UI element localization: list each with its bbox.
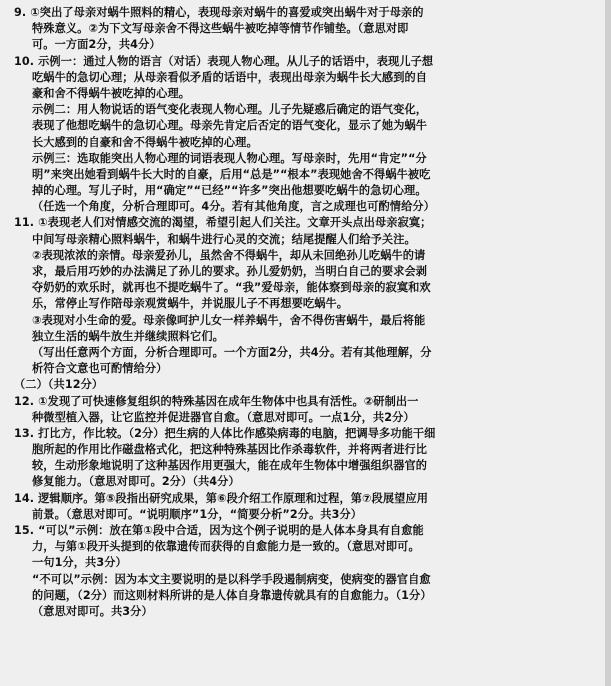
answer-line: ③表现对小生命的爱。母亲像呵护儿女一样养蜗牛，舍不得伤害蜗牛，最后将能 bbox=[32, 313, 426, 327]
answer-line: 中间写母亲精心照料蜗牛，和蜗牛进行心灵的交流；结尾提醒人们给予关注。 bbox=[32, 232, 416, 246]
answer-line: 独立生活的蜗牛放生并继续照料它们。 bbox=[32, 329, 224, 343]
answer-line: （任选一个角度，分析合理即可。4分。若有其他角度，言之成理也可酌情给分） bbox=[32, 200, 435, 214]
answer-line: “不可以”示例：因为本文主要说明的是以科学手段遏制病变，使病变的器官自愈 bbox=[32, 572, 431, 586]
answer-line: 11. ①表现老人们对情感交流的渴望，希望引起人们关注。文章开头点出母亲寂寞； bbox=[14, 216, 432, 230]
answer-line: 乐，常停止写作陪母亲观赏蜗牛，并说服儿子不再想要吃蜗牛。 bbox=[32, 297, 349, 311]
answer-line: 修复能力。（意思对即可。2分）（共4分） bbox=[32, 475, 240, 489]
page-edge-shadow bbox=[605, 0, 611, 686]
answer-line: 14. 逻辑顺序。第⑤段指出研究成果，第⑥段介绍工作原理和过程，第⑦段展望应用 bbox=[14, 491, 429, 505]
answer-line: （二）（共12分） bbox=[14, 378, 104, 392]
answer-line: 15. “可以”示例：放在第①段中合适，因为这个例子说明的是人体本身具有自愈能 bbox=[14, 524, 424, 537]
answer-line: 特殊意义。②为下文写母亲舍不得这些蜗牛被吃掉等情节作铺垫。（意思对即 bbox=[32, 22, 409, 36]
answer-line: 胞所起的作用比作磁盘格式化，把这种特殊基因比作杀毒软件，并将两者进行比 bbox=[32, 443, 428, 457]
answer-line: 表现了他想吃蜗牛的急切心理。母亲先肯定后否定的语气变化，显示了她为蜗牛 bbox=[32, 119, 428, 133]
answer-line: 种微型植入器，让它监控并促进器官自愈。（意思对即可。一点1分，共2分） bbox=[32, 410, 415, 424]
answer-line: 夺奶奶的欢乐时，就再也不提吃蜗牛了。“我”爱母亲，能体察到母亲的寂寞和欢 bbox=[32, 281, 431, 295]
answer-line: 一句1分，共3分） bbox=[32, 556, 127, 570]
answer-text bbox=[14, 5, 592, 620]
answer-line: 掉的心理。写儿子时，用“确定”“已经”“许多”突出他想要吃蜗牛的急切心理。 bbox=[32, 184, 427, 198]
answer-line: 13. 打比方，作比较。（2分）把生病的人体比作感染病毒的电脑，把调导多功能干细 bbox=[14, 426, 436, 440]
answer-line: 可。一方面2分，共4分） bbox=[32, 38, 161, 52]
answer-line: （意思对即可。共3分） bbox=[32, 604, 153, 618]
answer-line: 示例三：选取能突出人物心理的词语表现人物心理。写母亲时，先用“肯定”“分 bbox=[32, 151, 427, 165]
answer-line: ②表现浓浓的亲情。母亲爱孙儿，虽然舍不得蜗牛，却从未回绝孙儿吃蜗牛的请 bbox=[32, 248, 426, 262]
answer-line: 长大感到的自豪和舍不得蜗牛被吃掉的心理。 bbox=[32, 135, 258, 149]
answer-line: 吃蜗牛的急切心理；从母亲看似矛盾的话语中，表现出母亲为蜗牛长大感到的自 bbox=[32, 70, 428, 84]
answer-line: （写出任意两个方面，分析合理即可。一个方面2分，共4分。若有其他理解，分 bbox=[32, 345, 432, 359]
answer-line: 豪和舍不得蜗牛被吃掉的心理。 bbox=[32, 86, 191, 100]
answer-line: 示例二：用人物说话的语气变化表现人物心理。儿子先疑惑后确定的语气变化， bbox=[32, 103, 428, 117]
answer-line: 力，与第①段开头提到的依靠遗传而获得的自愈能力是一致的。（意思对即可。 bbox=[32, 540, 420, 554]
answer-line: 求，最后用巧妙的办法满足了孙儿的要求。孙儿爱奶奶，当明白自己的要求会剥 bbox=[32, 265, 428, 278]
answer-line: 明”来突出她看到蜗牛长大时的自豪，后用“总是”“根本”表现她舍不得蜗牛被吃 bbox=[32, 167, 431, 181]
answer-line: 10. 示例一：通过人物的语言（对话）表现人物心理。从儿子的话语中，表现儿子想 bbox=[14, 54, 434, 68]
answer-line: 较，生动形象地说明了这种基因作用更强大，能在成年生物体中增强组织器官的 bbox=[32, 459, 428, 473]
answer-lines bbox=[14, 5, 592, 620]
answer-line: 的问题，（2分）而这则材料所讲的是人体自身靠遗传就具有的自愈能力。（1分） bbox=[32, 588, 432, 602]
answer-line: 12. ①发现了可快速修复组织的特殊基因在成年生物体中也具有活性。②研制出一 bbox=[14, 394, 419, 408]
answer-line: 9. ①突出了母亲对蜗牛照料的精心，表现母亲对蜗牛的喜爱或突出蜗牛对于母亲的 bbox=[14, 6, 424, 19]
answer-line: 前景。（意思对即可。“说明顺序”1分，“简要分析”2分。共3分） bbox=[32, 507, 363, 521]
answer-line: 析符合文意也可酌情给分） bbox=[32, 362, 168, 376]
